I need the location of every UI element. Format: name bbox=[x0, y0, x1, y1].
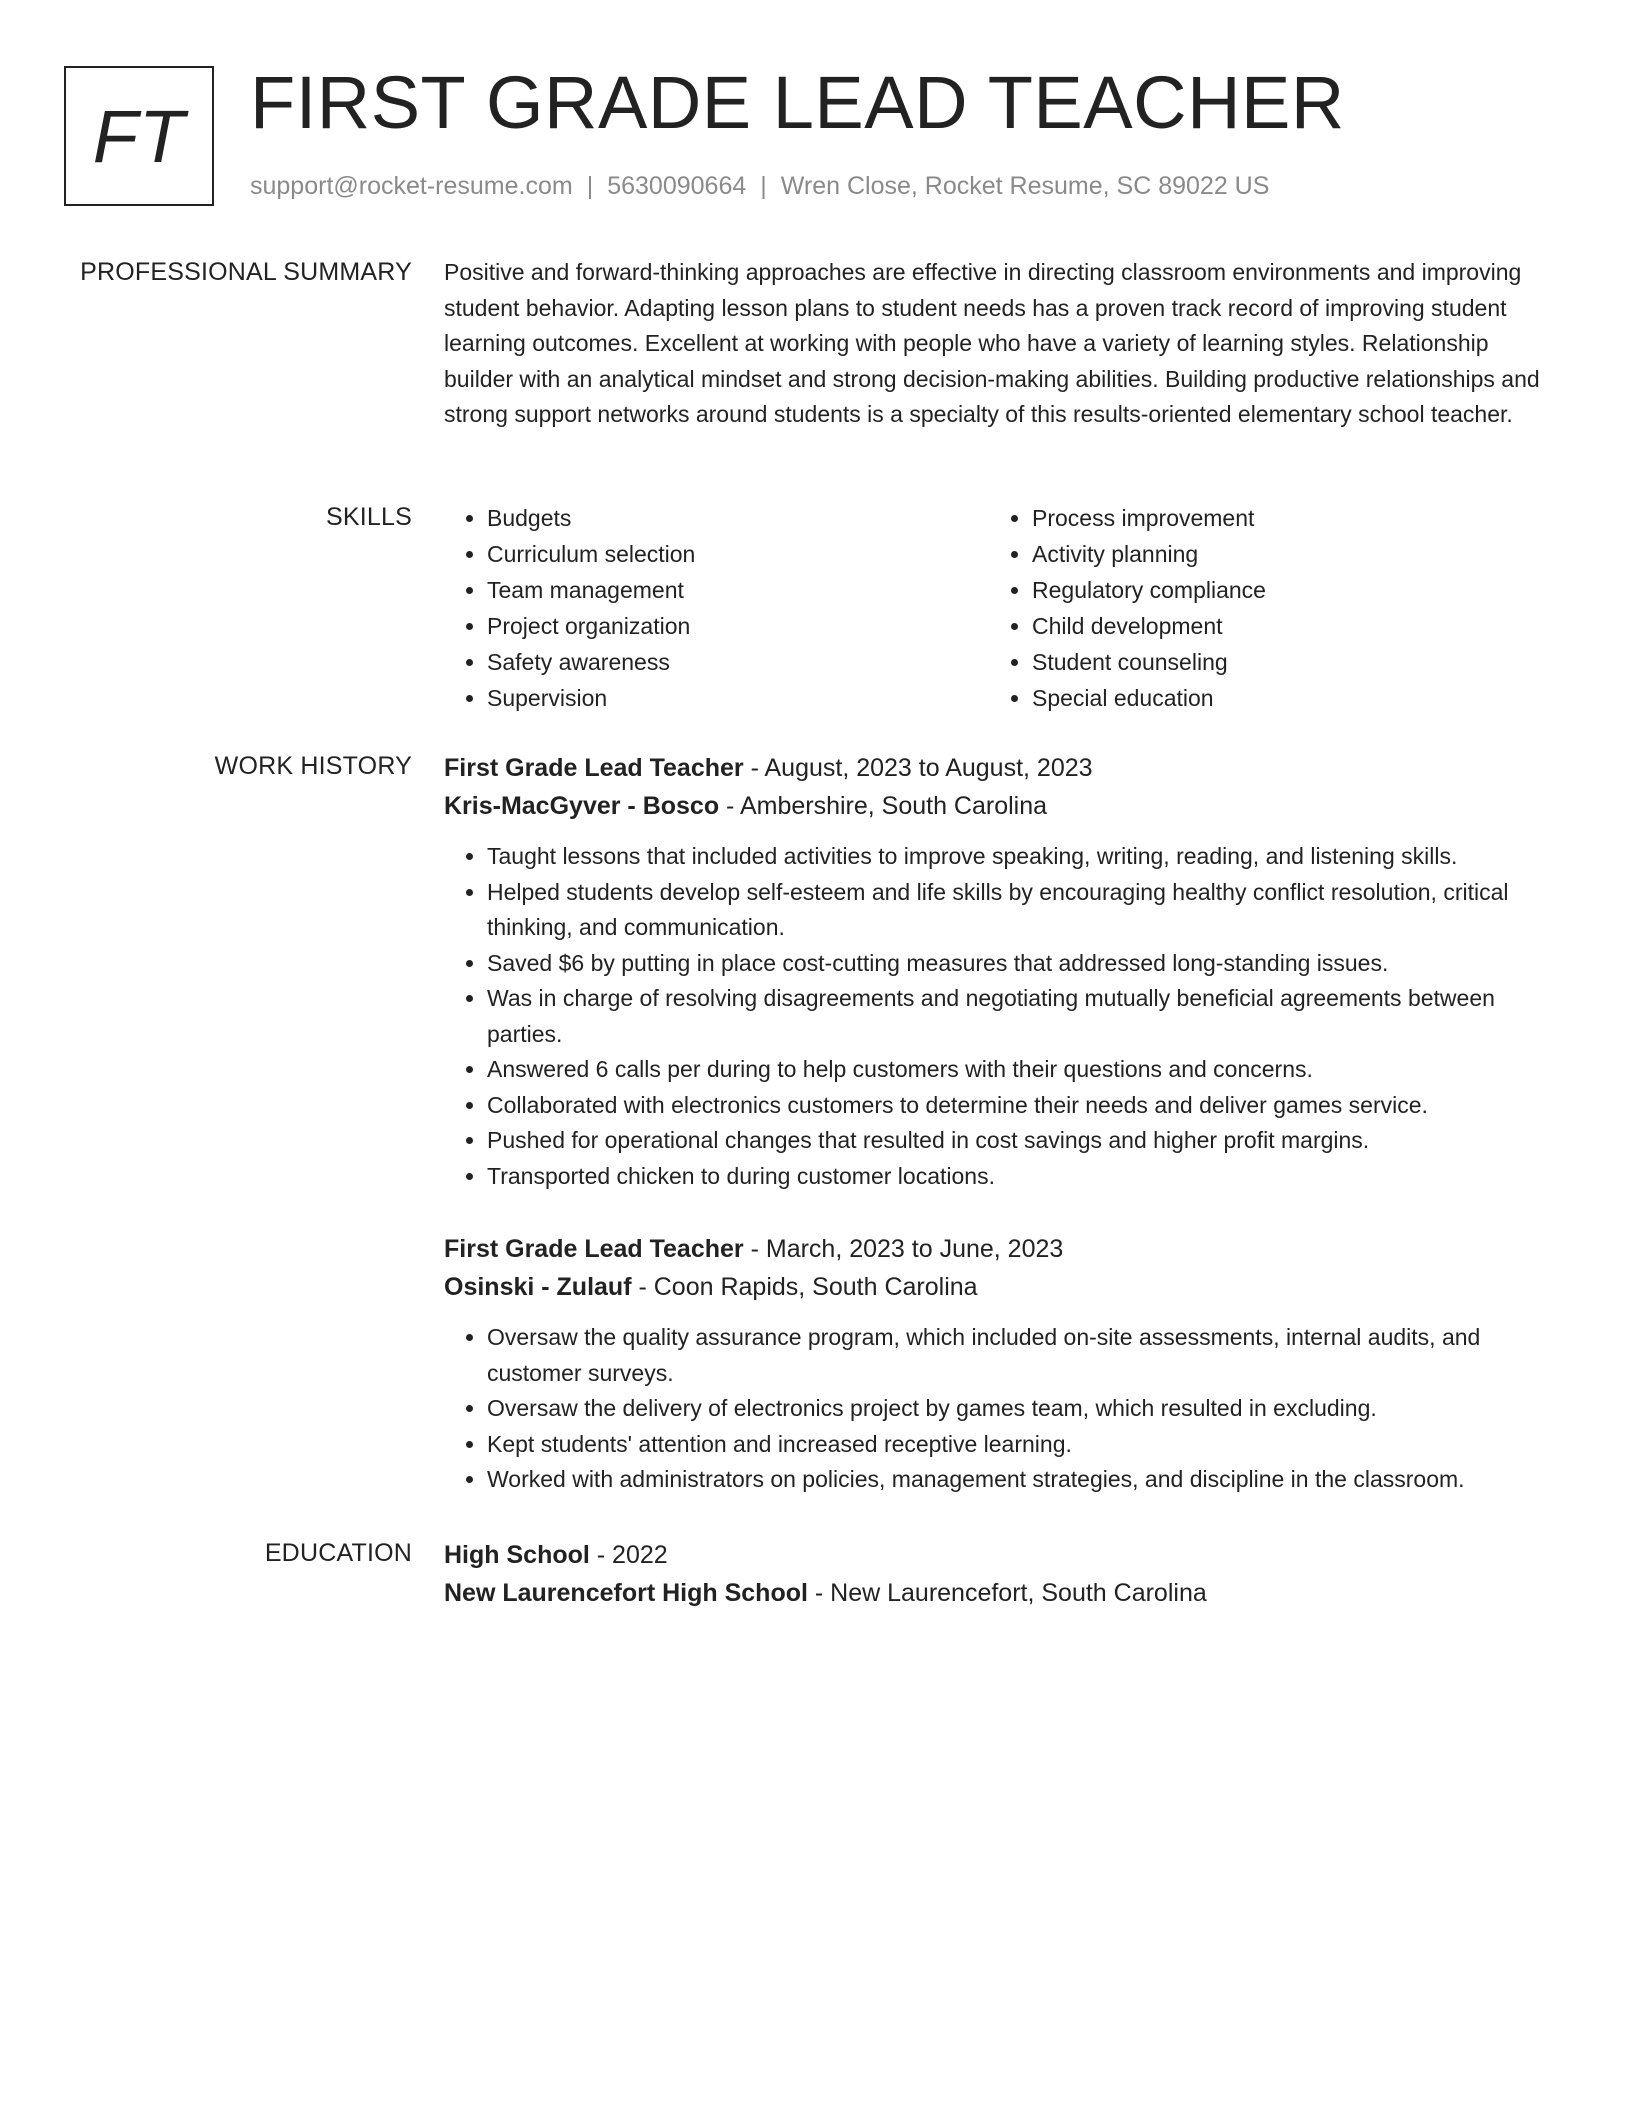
skill-item: • Special education bbox=[1032, 680, 1534, 716]
summary-body bbox=[444, 255, 1558, 433]
education-year: - 2022 bbox=[589, 1541, 668, 1569]
resume-header bbox=[64, 61, 1568, 214]
job-title-line bbox=[444, 1230, 1558, 1268]
contact-address: Wren Close, Rocket Resume, SC 89022 US bbox=[780, 172, 1270, 200]
job-company: Kris-MacGyver - Bosco bbox=[444, 792, 720, 820]
job-title: First Grade Lead Teacher bbox=[444, 1235, 744, 1263]
job-bullet: • Saved $6 by putting in place cost-cutting measures that addressed long-standing issues. bbox=[487, 946, 1558, 982]
contact-separator: | bbox=[586, 172, 594, 200]
work-history-section bbox=[64, 749, 1558, 1498]
job-location: - Coon Rapids, South Carolina bbox=[631, 1273, 978, 1301]
summary-text: Positive and forward-thinking approaches are effective in directing classroom environments and improving student behavior. Adapting lesson plans to student needs has a proven track record of improving student learning outcomes. Excellent at working with people who have a variety of learning styles. Relationship builder with an analytical mindset and strong decision-making abilities. Building productive relationships and strong support networks around students is a specialty of this results-oriented elementary school teacher. bbox=[444, 259, 1540, 427]
skill-item: • Budgets bbox=[487, 500, 989, 536]
education-school: New Laurencefort High School bbox=[444, 1579, 808, 1607]
skill-item: • Project organization bbox=[487, 608, 989, 644]
summary-label: PROFESSIONAL SUMMARY bbox=[80, 258, 412, 286]
job-bullet: • Transported chicken to during customer locations. bbox=[487, 1159, 1558, 1195]
skills-column-left bbox=[444, 500, 989, 716]
job-dates: - March, 2023 to June, 2023 bbox=[743, 1235, 1064, 1263]
job-bullet: • Taught lessons that included activities to improve speaking, writing, reading, and listening skills. bbox=[487, 839, 1558, 875]
education-school-line bbox=[444, 1574, 1558, 1612]
job-bullets bbox=[444, 1320, 1558, 1498]
skill-item: • Team management bbox=[487, 572, 989, 608]
education-location: - New Laurencefort, South Carolina bbox=[807, 1579, 1207, 1607]
education-label: EDUCATION bbox=[264, 1539, 412, 1567]
skills-label: SKILLS bbox=[326, 503, 412, 531]
job-location: - Ambershire, South Carolina bbox=[719, 792, 1048, 820]
skill-item: • Process improvement bbox=[1032, 500, 1534, 536]
skills-grid bbox=[444, 500, 1558, 716]
skills-column-right bbox=[989, 500, 1534, 716]
skill-item: • Supervision bbox=[487, 680, 989, 716]
monogram-logo: FT bbox=[64, 66, 214, 206]
work-history-body bbox=[444, 749, 1558, 1498]
work-history-label: WORK HISTORY bbox=[214, 752, 412, 780]
summary-section bbox=[64, 255, 1558, 433]
contact-line bbox=[250, 172, 1269, 201]
job-entry bbox=[444, 1230, 1558, 1498]
contact-separator: | bbox=[760, 172, 767, 200]
skill-item: • Activity planning bbox=[1032, 536, 1534, 572]
job-entry bbox=[444, 749, 1558, 1194]
job-company-line bbox=[444, 787, 1558, 825]
job-dates: - August, 2023 to August, 2023 bbox=[743, 754, 1093, 782]
contact-phone: 5630090664 bbox=[607, 172, 747, 200]
job-company-line bbox=[444, 1268, 1558, 1306]
job-bullet: • Oversaw the quality assurance program, which included on-site assessments, internal audits, and customer surveys. bbox=[487, 1320, 1558, 1391]
education-degree: High School bbox=[444, 1541, 590, 1569]
job-bullet: • Pushed for operational changes that resulted in cost savings and higher profit margins. bbox=[487, 1123, 1558, 1159]
candidate-name: FIRST GRADE LEAD TEACHER bbox=[250, 61, 1345, 144]
job-bullet: • Collaborated with electronics customers to determine their needs and deliver games service. bbox=[487, 1088, 1558, 1124]
contact-email: support@rocket-resume.com bbox=[250, 172, 573, 200]
education-body bbox=[444, 1536, 1558, 1612]
job-bullet: • Answered 6 calls per during to help customers with their questions and concerns. bbox=[487, 1052, 1558, 1088]
skills-section bbox=[64, 500, 1558, 716]
job-bullet: • Was in charge of resolving disagreements and negotiating mutually beneficial agreements between parties. bbox=[487, 981, 1558, 1052]
job-bullet: • Helped students develop self-esteem and life skills by encouraging healthy conflict resolution, critical thinking, and communication. bbox=[487, 875, 1558, 946]
job-bullet: • Kept students' attention and increased receptive learning. bbox=[487, 1427, 1558, 1463]
education-degree-line bbox=[444, 1536, 1558, 1574]
skill-item: • Safety awareness bbox=[487, 644, 989, 680]
skill-item: • Student counseling bbox=[1032, 644, 1534, 680]
skill-item: • Regulatory compliance bbox=[1032, 572, 1534, 608]
education-section bbox=[64, 1536, 1558, 1612]
skills-body bbox=[444, 500, 1558, 716]
skill-item: • Child development bbox=[1032, 608, 1534, 644]
job-bullet: • Oversaw the delivery of electronics project by games team, which resulted in excluding. bbox=[487, 1391, 1558, 1427]
job-company: Osinski - Zulauf bbox=[444, 1273, 632, 1301]
job-title: First Grade Lead Teacher bbox=[444, 754, 744, 782]
skill-item: • Curriculum selection bbox=[487, 536, 989, 572]
job-title-line bbox=[444, 749, 1558, 787]
job-bullets bbox=[444, 839, 1558, 1194]
job-bullet: • Worked with administrators on policies, management strategies, and discipline in the classroom. bbox=[487, 1462, 1558, 1498]
